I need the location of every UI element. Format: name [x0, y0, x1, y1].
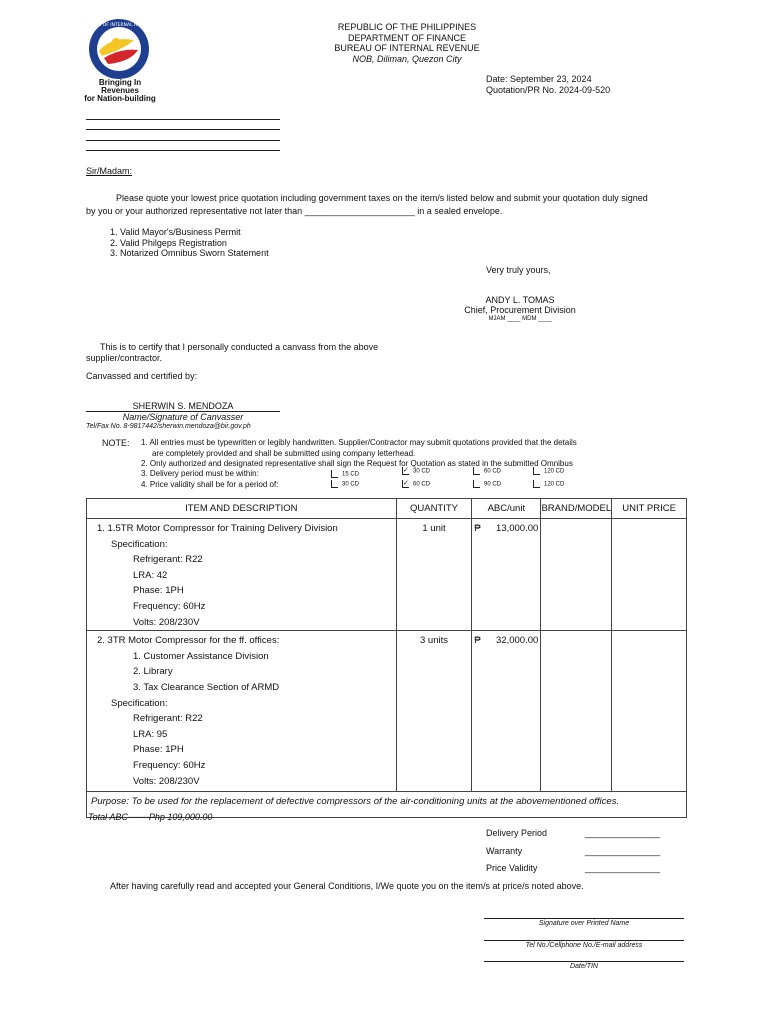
- svg-text:BUREAU OF INTERNAL REVENUE: BUREAU OF INTERNAL REVENUE: [82, 23, 156, 28]
- canvasser-label: Name/Signature of Canvasser: [122, 412, 244, 422]
- item-1-brand-input[interactable]: [541, 519, 612, 631]
- item-2-abc: ₱ 32,000.00: [472, 631, 541, 792]
- canvasser-name: SHERWIN S. MENDOZA: [132, 401, 234, 411]
- closing: Very truly yours,: [486, 265, 551, 275]
- delivery-period-label: Delivery Period: [486, 828, 548, 838]
- address-line: [86, 150, 280, 151]
- date-block: [486, 74, 610, 96]
- requirement: 3. Notarized Omnibus Sworn Statement: [110, 248, 269, 258]
- requirement: 1. Valid Mayor's/Business Permit: [110, 227, 241, 237]
- table-row: [87, 519, 687, 631]
- items-table: [86, 498, 687, 818]
- header-unit-price: UNIT PRICE: [612, 499, 687, 519]
- intro-text-2: by you or your authorized representative not later than ______________________ in a sealed envelope.: [86, 206, 503, 216]
- validity-90cd-checkbox[interactable]: 90 CD: [473, 480, 501, 488]
- validity-60cd-checkbox[interactable]: ✓ 60 CD: [403, 480, 431, 488]
- item-1-price-input[interactable]: [612, 519, 687, 631]
- warranty-field[interactable]: _______________: [585, 845, 661, 856]
- signature-label: Signature over Printed Name: [538, 920, 630, 927]
- date: Date: September 23, 2024: [486, 74, 592, 84]
- header-quantity: QUANTITY: [396, 499, 472, 519]
- item-1-quantity: 1 unit: [396, 519, 472, 631]
- validity-120cd-checkbox[interactable]: 120 CD: [533, 480, 564, 488]
- canvasser-contact: Tel/Fax No. 8-9817442/sherwin.mendoza@bir.gov.ph: [86, 423, 251, 430]
- contact-label: Tel No./Cellphone No./E-mail address: [525, 942, 643, 949]
- signatory-title: Chief, Procurement Division: [464, 305, 576, 315]
- address-line: [86, 129, 280, 130]
- item-2-price-input[interactable]: [612, 631, 687, 792]
- price-validity-field[interactable]: _______________: [585, 863, 661, 873]
- signature-line[interactable]: [484, 918, 684, 919]
- notes: 1. All entries must be typewritten or legibly handwritten. Supplier/Contractor may submit quotations provided that the details are completely provided and shall be submitted using company letterhead. 2. Only authorized and designated representative shall sign the Request for Quotation as stated in the submitted Omnibus: [141, 438, 577, 468]
- item-1-description: 1. 1.5TR Motor Compressor for Training Delivery Division Specification: Refrigerant: R22 LRA: 42 Phase: 1PH Frequency: 60Hz Volts: 208/230V: [87, 519, 397, 631]
- contact-line[interactable]: [484, 940, 684, 941]
- delivery-15cd-checkbox[interactable]: 15 CD: [331, 470, 359, 478]
- table-header-row: [87, 499, 687, 519]
- initials: MJAM ____ MDM ____: [488, 316, 552, 322]
- address-line: [86, 119, 280, 120]
- address-line: [86, 140, 280, 141]
- item-2-quantity: 3 units: [396, 631, 472, 792]
- header-abc: ABC/unit: [472, 499, 541, 519]
- acceptance-text: After having carefully read and accepted your General Conditions, I/We quote you on the item/s at price/s noted above.: [110, 881, 584, 891]
- total-abc: Total ABC-------Php 109,000.00: [88, 812, 213, 822]
- delivery-60cd-checkbox[interactable]: 60 CD: [473, 467, 501, 475]
- intro-text: Please quote your lowest price quotation including government taxes on the item/s listed below and submit your quotation duly signed: [116, 193, 648, 203]
- item-1-abc: ₱ 13,000.00: [472, 519, 541, 631]
- signatory: [440, 295, 600, 322]
- agency-header: REPUBLIC OF THE PHILIPPINES DEPARTMENT OF FINANCE BUREAU OF INTERNAL REVENUE NOB, Diliman, Quezon City: [334, 22, 480, 64]
- item-2-brand-input[interactable]: [541, 631, 612, 792]
- header-brand: BRAND/MODEL: [541, 499, 612, 519]
- requirements-list: [110, 227, 269, 259]
- note-label: NOTE:: [102, 438, 130, 448]
- date-tin-label: Date/TIN: [569, 963, 598, 970]
- delivery-120cd-checkbox[interactable]: 120 CD: [533, 467, 564, 475]
- delivery-30cd-checkbox[interactable]: ✓ 30 CD: [403, 467, 431, 475]
- tagline: Bringing In Revenues for Nation-building: [84, 78, 156, 103]
- item-2-description: 2. 3TR Motor Compressor for the ff. offices: 1. Customer Assistance Division 2. Library 3. Tax Clearance Section of ARMD Specification: Refrigerant: R22 LRA: 95 Phase: 1PH Frequency: 60Hz Volts: 208/230V: [87, 631, 397, 792]
- note-delivery: 3. Delivery period must be within:: [141, 469, 259, 478]
- table-row: [87, 631, 687, 792]
- quotation-number: Quotation/PR No. 2024-09-520: [486, 85, 611, 95]
- warranty-label: Warranty: [486, 845, 523, 856]
- delivery-period-field[interactable]: _______________: [585, 828, 661, 838]
- bir-seal-logo: [82, 18, 156, 80]
- salutation: Sir/Madam:: [86, 166, 133, 176]
- date-tin-line[interactable]: [484, 961, 684, 962]
- price-validity-label: Price Validity: [486, 863, 538, 873]
- signatory-name: ANDY L. TOMAS: [485, 295, 555, 305]
- validity-30cd-checkbox[interactable]: 30 CD: [331, 480, 359, 488]
- canvassed-label: Canvassed and certified by:: [86, 371, 198, 381]
- terms-blanks[interactable]: [585, 825, 660, 878]
- terms-labels: [486, 825, 547, 878]
- certification: This is to certify that I personally conducted a canvass from the above supplier/contractor.: [86, 342, 379, 363]
- note-validity: 4. Price validity shall be for a period of:: [141, 480, 279, 489]
- header-item: ITEM AND DESCRIPTION: [87, 499, 397, 519]
- requirement: 2. Valid Philgeps Registration: [110, 237, 227, 248]
- purpose: Purpose: To be used for the replacement of defective compressors of the air-conditioning units at the abovementioned offices.: [87, 792, 687, 818]
